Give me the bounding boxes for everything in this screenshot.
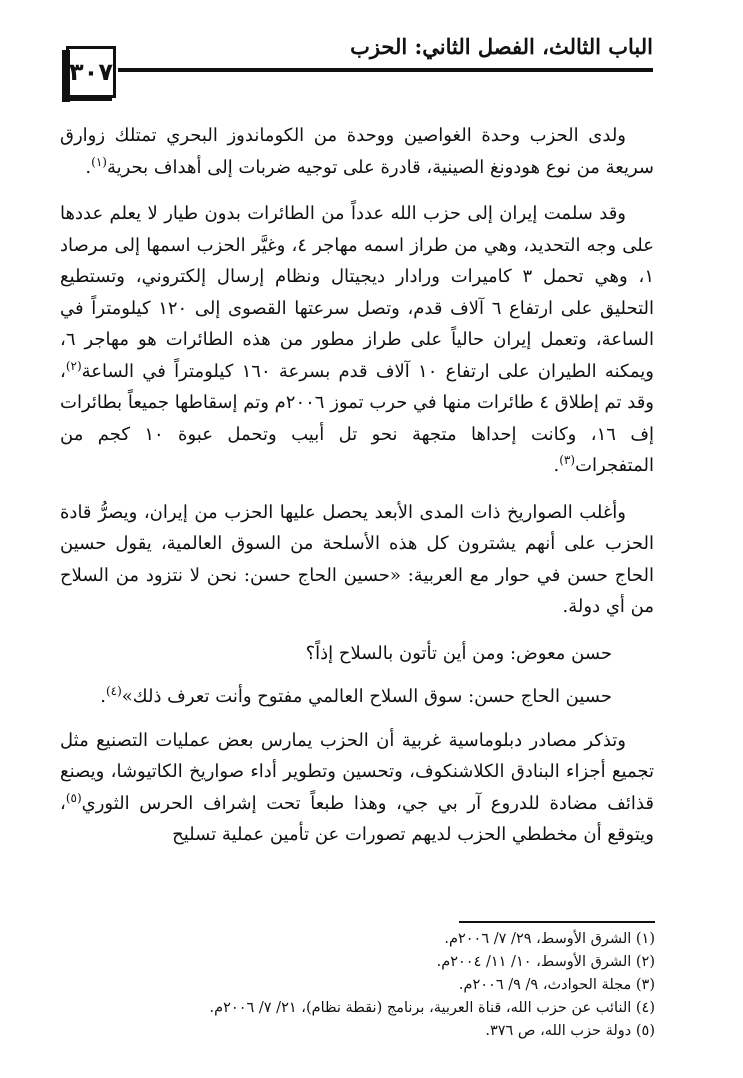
- paragraph-2-end: .: [553, 455, 560, 476]
- running-header: الباب الثالث، الفصل الثاني: الحزب: [350, 34, 653, 59]
- footnote-3: (٣) مجلة الحوادث، ٩/ ٩/ ٢٠٠٦م.: [458, 977, 655, 993]
- footnote-marker-1: (١): [91, 154, 107, 169]
- paragraph-1: [60, 120, 654, 183]
- footnote-separator: [459, 921, 655, 923]
- quote-line-1: [60, 638, 654, 670]
- paragraph-4-text: وتذكر مصادر دبلوماسية غربية أن الحزب يمارس بعض عمليات التصنيع مثل تجميع أجزاء البنادق الكلاشنكوف، وتحسين وتطوير أداء صواريخ الكاتيوشا، ويصنع قذائف مضادة للدروع آر بي جي، وهذا طبعاً تحت إشراف الحرس الثوري: [60, 729, 654, 814]
- paragraph-4: [60, 725, 654, 851]
- footnote-1: (١) الشرق الأوسط، ٢٩/ ٧/ ٢٠٠٦م.: [444, 931, 655, 947]
- footnote-2: (٢) الشرق الأوسط، ١٠/ ١١/ ٢٠٠٤م.: [436, 954, 655, 970]
- paragraph-2-cont: ، وقد تم إطلاق ٤ طائرات منها في حرب تموز ٢٠٠٦م وتم إسقاطها جميعاً بطائرات إف ١٦، وكانت إحداها متجهة نحو تل أبيب وتحمل عبوة ١٠ كجم من المتفجرات: [60, 360, 655, 476]
- page-number-box: [66, 46, 116, 98]
- footnote-marker-3: (٣): [559, 453, 576, 467]
- page-number: ٣٠٧: [69, 58, 113, 86]
- footnotes: [95, 928, 655, 1043]
- footnote-marker-2: (٢): [65, 358, 82, 373]
- quote-line-1-text: حسن معوض: ومن أين تأتون بالسلاح إذاً؟: [305, 642, 612, 664]
- paragraph-3: [60, 497, 654, 623]
- paragraph-2-text: وقد سلمت إيران إلى حزب الله عدداً من الطائرات بدون طيار لا يعلم عددها على وجه التحديد، وهي من طراز اسمه مهاجر ٤، وغيَّر الحزب اسمها إلى مرصاد ١، وهي تحمل ٣ كاميرات ورادار ديجيتال ونظام إرسال إلكتروني، وتستطيع التحليق على ارتفاع ٦ آلاف قدم، وتصل سرعتها القصوى إلى ١٢٠ كيلومتراً في الساعة، وتعمل إيران حالياً على طراز مطور من هذه الطائرات هو مهاجر ٦، ويمكنه الطيران على ارتفاع ١٠ آلاف قدم بسرعة ١٦٠ كيلومتراً في الساعة: [60, 203, 654, 382]
- quote-line-2-text: حسين الحاج حسن: سوق السلاح العالمي مفتوح وأنت تعرف ذلك»: [121, 686, 612, 707]
- footnote-marker-4: (٤): [105, 684, 122, 698]
- footnote-5: (٥) دولة حزب الله، ص ٣٧٦.: [485, 1023, 655, 1039]
- body-text: [60, 120, 654, 866]
- footnote-4: (٤) النائب عن حزب الله، قناة العربية، برنامج (نقطة نظام)، ٢١/ ٧/ ٢٠٠٦م.: [209, 1000, 655, 1016]
- quote-line-2: [60, 681, 654, 713]
- header-rule: [118, 68, 653, 72]
- paragraph-3-text: وأغلب الصواريخ ذات المدى الأبعد يحصل عليها الحزب من إيران، ويصرُّ قادة الحزب على أنهم يشترون كل هذه الأسلحة من السوق العالمية، يقول حسين الحاج حسن في حوار مع العربية: «حسين الحاج حسن: نحن لا نتزود من السلاح من أي دولة.: [60, 501, 654, 617]
- paragraph-1-text: ولدى الحزب وحدة الغواصين ووحدة من الكوماندوز البحري تمتلك زوارق سريعة من نوع هودونغ الصينية، قادرة على توجيه ضربات إلى أهداف بحرية: [60, 125, 654, 178]
- footnote-marker-5: (٥): [65, 790, 82, 805]
- quote-line-2-end: .: [100, 686, 106, 707]
- paragraph-1-end: .: [85, 156, 92, 178]
- paragraph-4-cont: ، ويتوقع أن مخططي الحزب لديهم تصورات عن تأمين عملية تسليح: [60, 792, 654, 845]
- paragraph-2: [60, 198, 654, 482]
